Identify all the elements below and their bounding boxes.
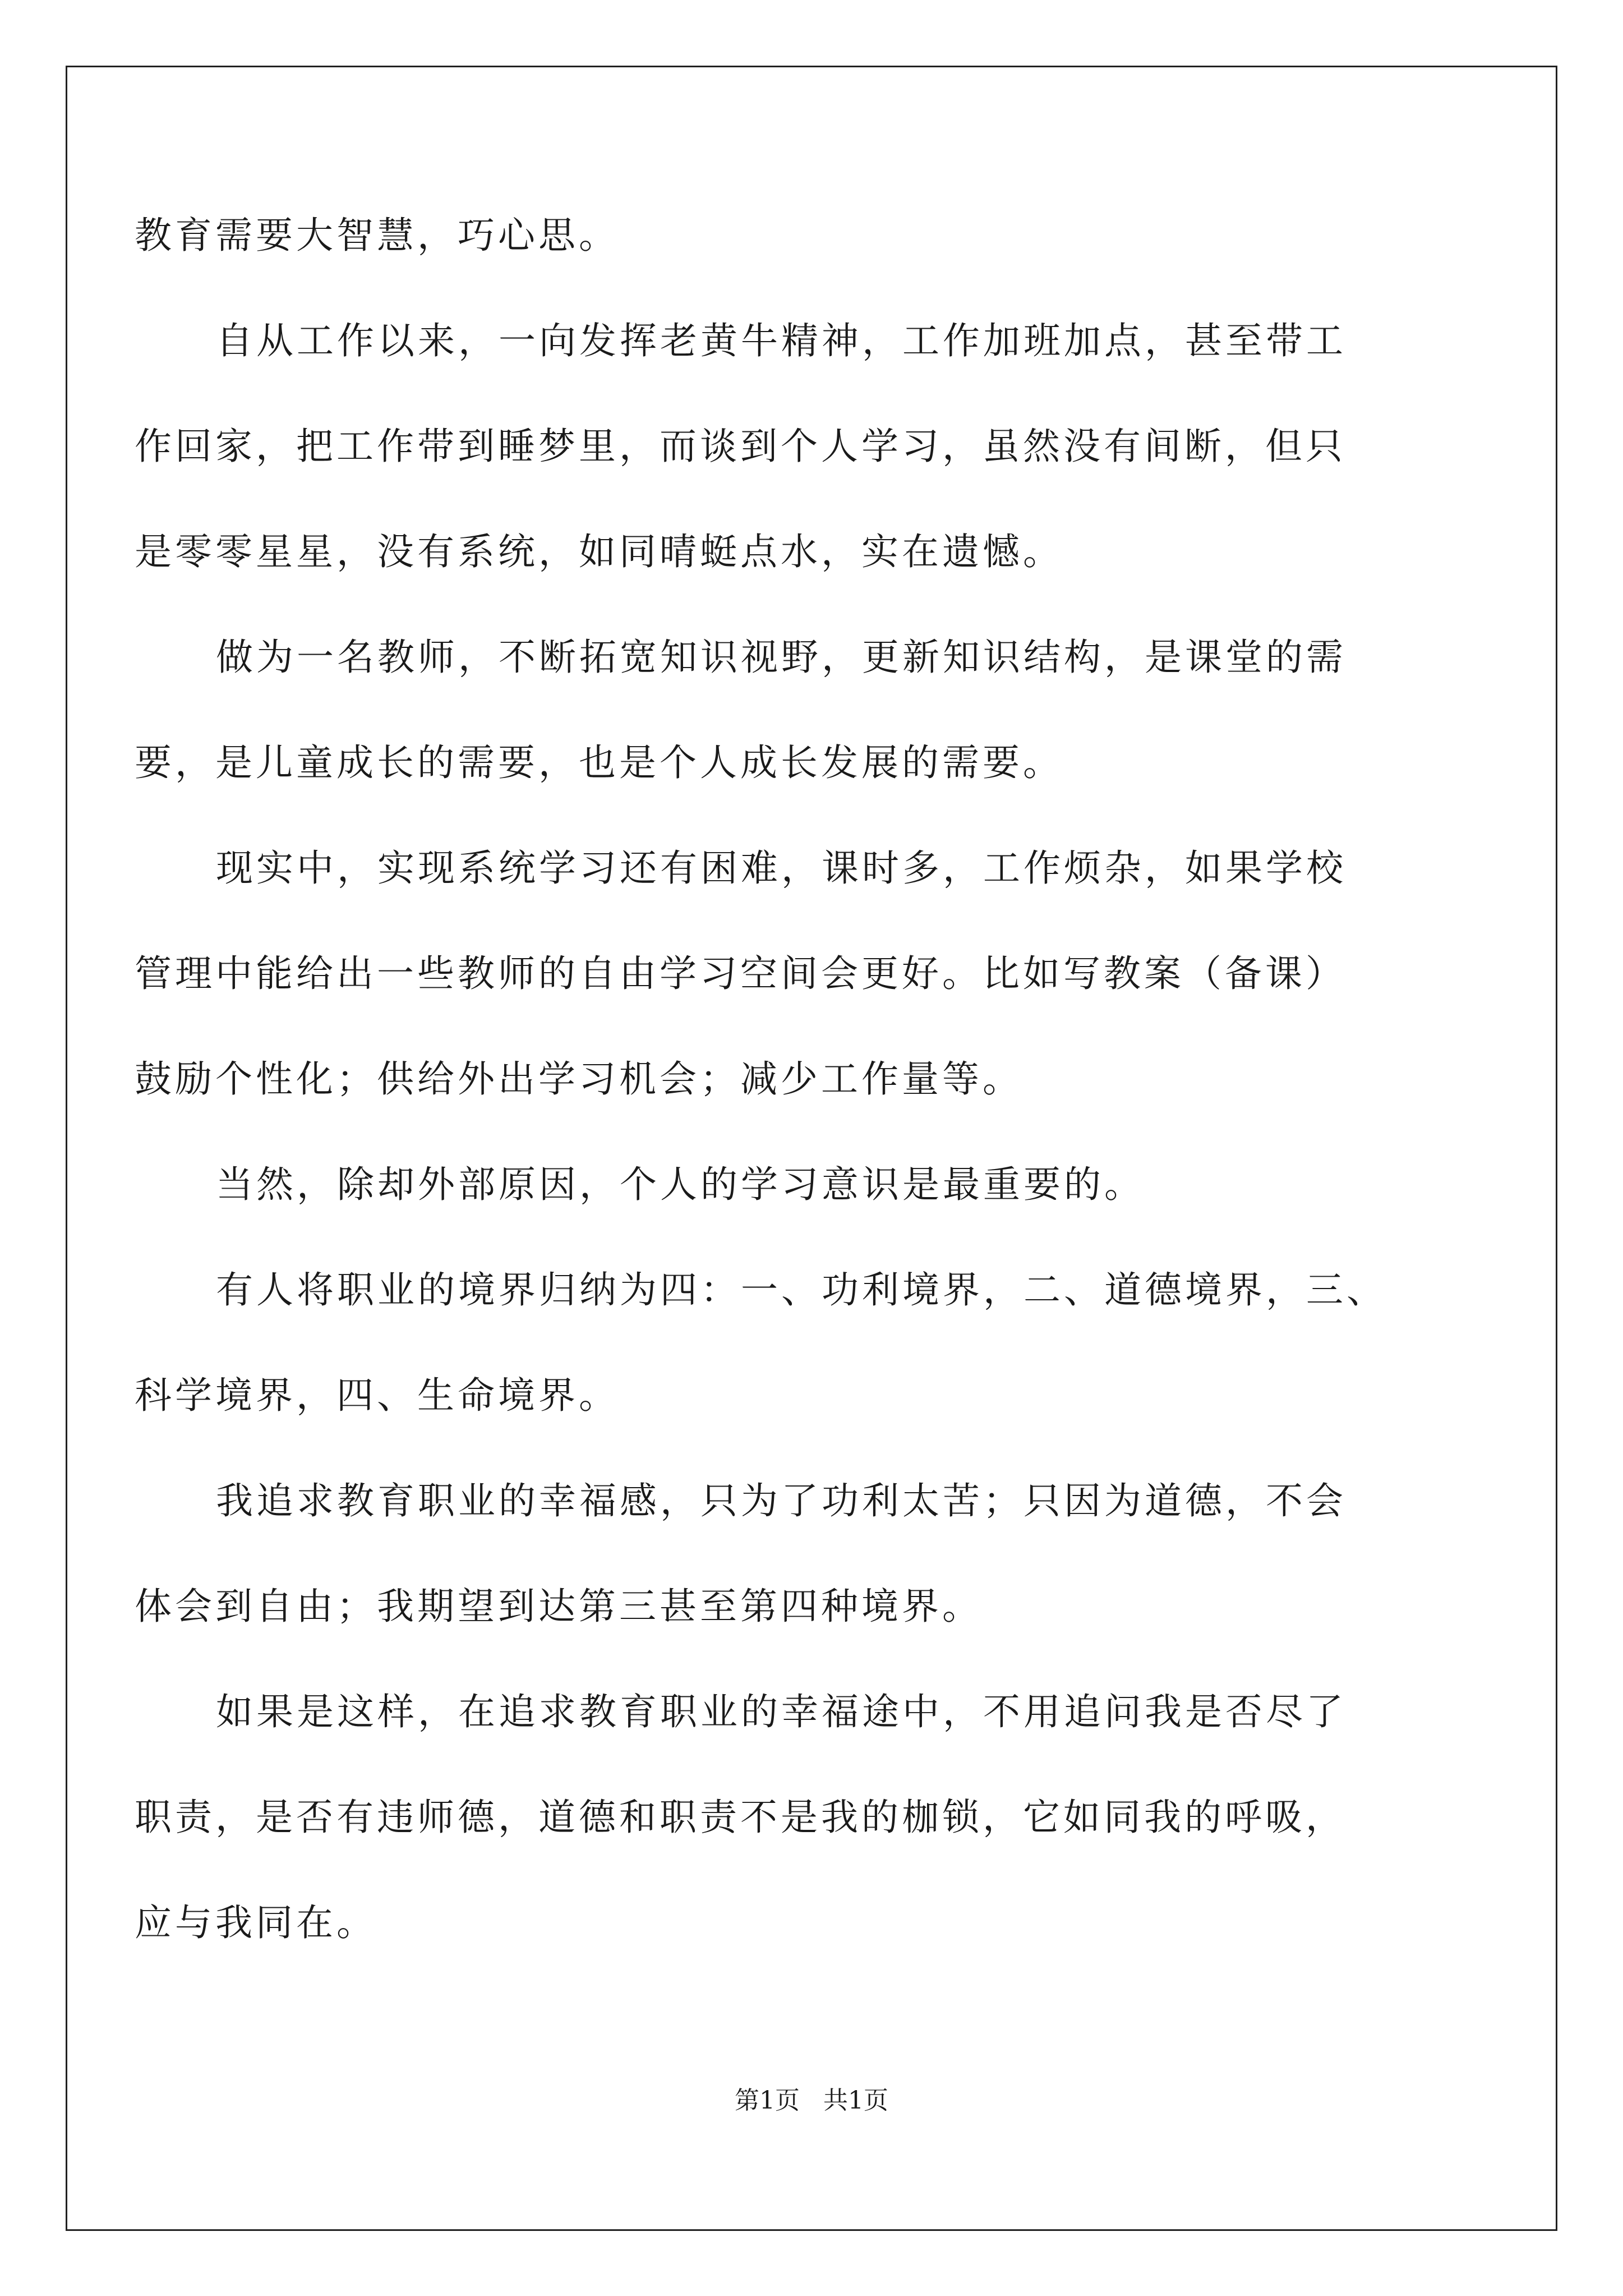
text-line: 职责，是否有违师德，道德和职责不是我的枷锁，它如同我的呼吸， xyxy=(135,1796,1346,1839)
text-line: 自从工作以来，一向发挥老黄牛精神，工作加班加点，甚至带工 xyxy=(216,319,1347,362)
text-line: 做为一名教师，不断拓宽知识视野，更新知识结构，是课堂的需 xyxy=(216,636,1347,679)
text-line: 要，是儿童成长的需要，也是个人成长发展的需要。 xyxy=(135,741,1063,784)
text-line: 是零零星星，没有系统，如同晴蜓点水，实在遗憾。 xyxy=(135,530,1063,573)
text-line: 鼓励个性化；供给外出学习机会；减少工作量等。 xyxy=(135,1057,1023,1101)
text-line: 教育需要大智慧，巧心思。 xyxy=(135,214,619,257)
text-line: 科学境界，四、生命境界。 xyxy=(135,1374,619,1417)
text-line: 作回家，把工作带到睡梦里，而谈到个人学习，虽然没有间断，但只 xyxy=(135,425,1346,468)
text-line: 应与我同在。 xyxy=(135,1901,377,1944)
page-number-footer: 第1页 共1页 xyxy=(735,2086,888,2115)
text-line: 管理中能给出一些教师的自由学习空间会更好。比如写教案（备课） xyxy=(135,952,1346,995)
text-line: 如果是这样，在追求教育职业的幸福途中，不用追问我是否尽了 xyxy=(216,1690,1347,1733)
text-line: 体会到自由；我期望到达第三甚至第四种境界。 xyxy=(135,1585,983,1628)
text-line: 有人将职业的境界归纳为四：一、功利境界，二、道德境界，三、 xyxy=(216,1268,1387,1312)
text-line: 当然，除却外部原因，个人的学习意识是最重要的。 xyxy=(216,1163,1145,1206)
text-line: 现实中，实现系统学习还有困难，课时多，工作烦杂，如果学校 xyxy=(216,846,1347,890)
text-line: 我追求教育职业的幸福感，只为了功利太苦；只因为道德，不会 xyxy=(216,1479,1347,1522)
